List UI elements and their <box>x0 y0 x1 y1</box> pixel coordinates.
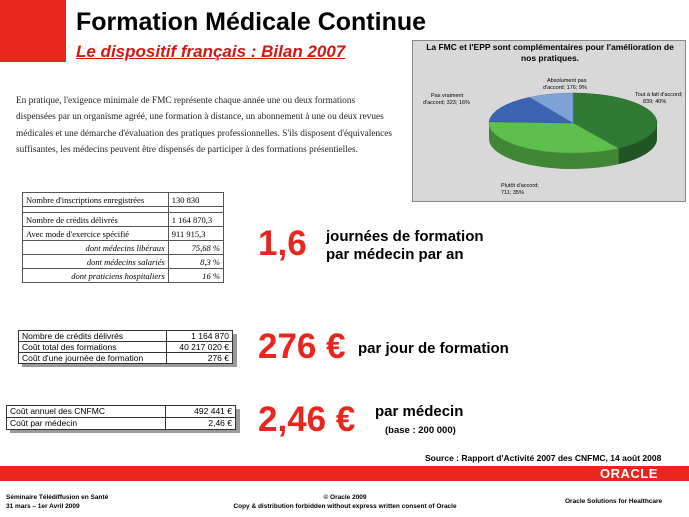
table-cell: Nombre d'inscriptions enregistrées <box>23 193 169 207</box>
label-rather-agree-2: 711; 35% <box>501 190 524 196</box>
table-cell: Coût par médecin <box>7 418 166 430</box>
table-row <box>23 193 224 207</box>
table-cell: Avec mode d'exercice spécifié <box>23 227 169 241</box>
table-cell: Coût d'une journée de formation <box>19 353 167 364</box>
footer-copyright: © Oracle 2009 <box>323 494 367 501</box>
table-row <box>23 227 224 241</box>
table-cell: 276 € <box>167 353 233 364</box>
table-cell: 40 217 020 € <box>167 342 233 353</box>
label-not-really-1: Pas vraiment <box>431 93 464 99</box>
table-row <box>23 213 224 227</box>
pie-3d-group <box>489 93 657 169</box>
table-cell: 1 164 870 <box>167 331 233 342</box>
chart-title <box>417 42 683 64</box>
stat-daily-cost-value: 276 € <box>258 327 346 366</box>
table-cell: 8,3 % <box>168 255 223 269</box>
stat-daily-cost-text: par jour de formation <box>358 340 509 357</box>
footer-dates: 31 mars – 1er Avril 2009 <box>6 503 80 510</box>
table-cell: 911 915,3 <box>168 227 223 241</box>
chart-title-line1: La FMC et l'EPP sont complémentaires pour l'amélioration de <box>426 42 674 52</box>
table-cell: Nombre de crédits délivrés <box>23 213 169 227</box>
table-cell: Nombre de crédits délivrés <box>19 331 167 342</box>
footer-left <box>6 493 108 511</box>
slide-title: Formation Médicale Continue <box>76 8 427 36</box>
footer-right: Oracle Solutions for Healthcare <box>565 498 663 505</box>
stat-days-value: 1,6 <box>258 224 307 263</box>
label-not-really-2: d'accord; 323; 16% <box>423 100 470 106</box>
source-note: Source : Rapport d'Activité 2007 des CNFMC, 14 août 2008 <box>425 453 662 463</box>
table-row <box>19 353 233 364</box>
footer-legal: Copy & distribution forbidden without express written consent of Oracle <box>233 503 457 510</box>
stat-per-doctor-value: 2,46 € <box>258 400 356 439</box>
pie-chart-svg <box>413 41 687 203</box>
table-cell: 1 164 870,3 <box>168 213 223 227</box>
stat-per-doctor-base: (base : 200 000) <box>385 425 456 436</box>
stat-per-doctor-text: par médecin <box>375 403 464 420</box>
table-row <box>23 269 224 283</box>
label-absolutely-not-1: Absolument pas <box>547 78 587 84</box>
table-cell: dont médecins libéraux <box>23 241 169 255</box>
stat-days-line2: par médecin par an <box>326 246 464 263</box>
header-accent-bar <box>0 0 66 62</box>
label-fully-agree-1: Tout à fait d'accord; <box>635 92 683 98</box>
footer-brand-bar <box>0 466 689 481</box>
table-cell: 130 830 <box>168 193 223 207</box>
table-cell: dont médecins salariés <box>23 255 169 269</box>
table-row <box>7 406 236 418</box>
table-row <box>19 331 233 342</box>
cnfmc-table <box>6 405 236 430</box>
footer-center <box>220 493 470 511</box>
table-cell: Coût total des formations <box>19 342 167 353</box>
table-cell: 16 % <box>168 269 223 283</box>
table-row <box>23 255 224 269</box>
table-cell: 492 441 € <box>166 406 236 418</box>
slide-subtitle: Le dispositif français : Bilan 2007 <box>76 42 346 61</box>
oracle-logo: ORACLE <box>600 466 658 481</box>
table-row <box>23 241 224 255</box>
label-absolutely-not-2: d'accord; 176; 9% <box>543 85 587 91</box>
label-fully-agree-2: 839; 40% <box>643 99 667 105</box>
table-cell: 75,68 % <box>168 241 223 255</box>
table-cell: Coût annuel des CNFMC <box>7 406 166 418</box>
footer-event: Séminaire Télédiffusion en Santé <box>6 494 109 501</box>
table-row <box>7 418 236 430</box>
intro-paragraph: En pratique, l'exigence minimale de FMC représente chaque année une ou deux formations dispensées par un organisme agréé, une formation à distance, un abonnement à une ou deux revues médicales et une démarche d'évaluation des pratiques professionnelles. S'ils disposent d'équivalences suffisantes, les médecins peuvent être dispensés de participer à des formations présentielles. <box>16 96 393 156</box>
credits-table <box>22 192 224 283</box>
pie-chart <box>412 40 686 202</box>
table-row <box>19 342 233 353</box>
table-cell: dont praticiens hospitaliers <box>23 269 169 283</box>
chart-title-line2: nos pratiques. <box>520 53 580 63</box>
stat-days-line1: journées de formation <box>326 228 484 245</box>
table-cell: 2,46 € <box>166 418 236 430</box>
cost-table <box>18 330 233 364</box>
label-rather-agree-1: Plutôt d'accord; <box>501 183 539 189</box>
